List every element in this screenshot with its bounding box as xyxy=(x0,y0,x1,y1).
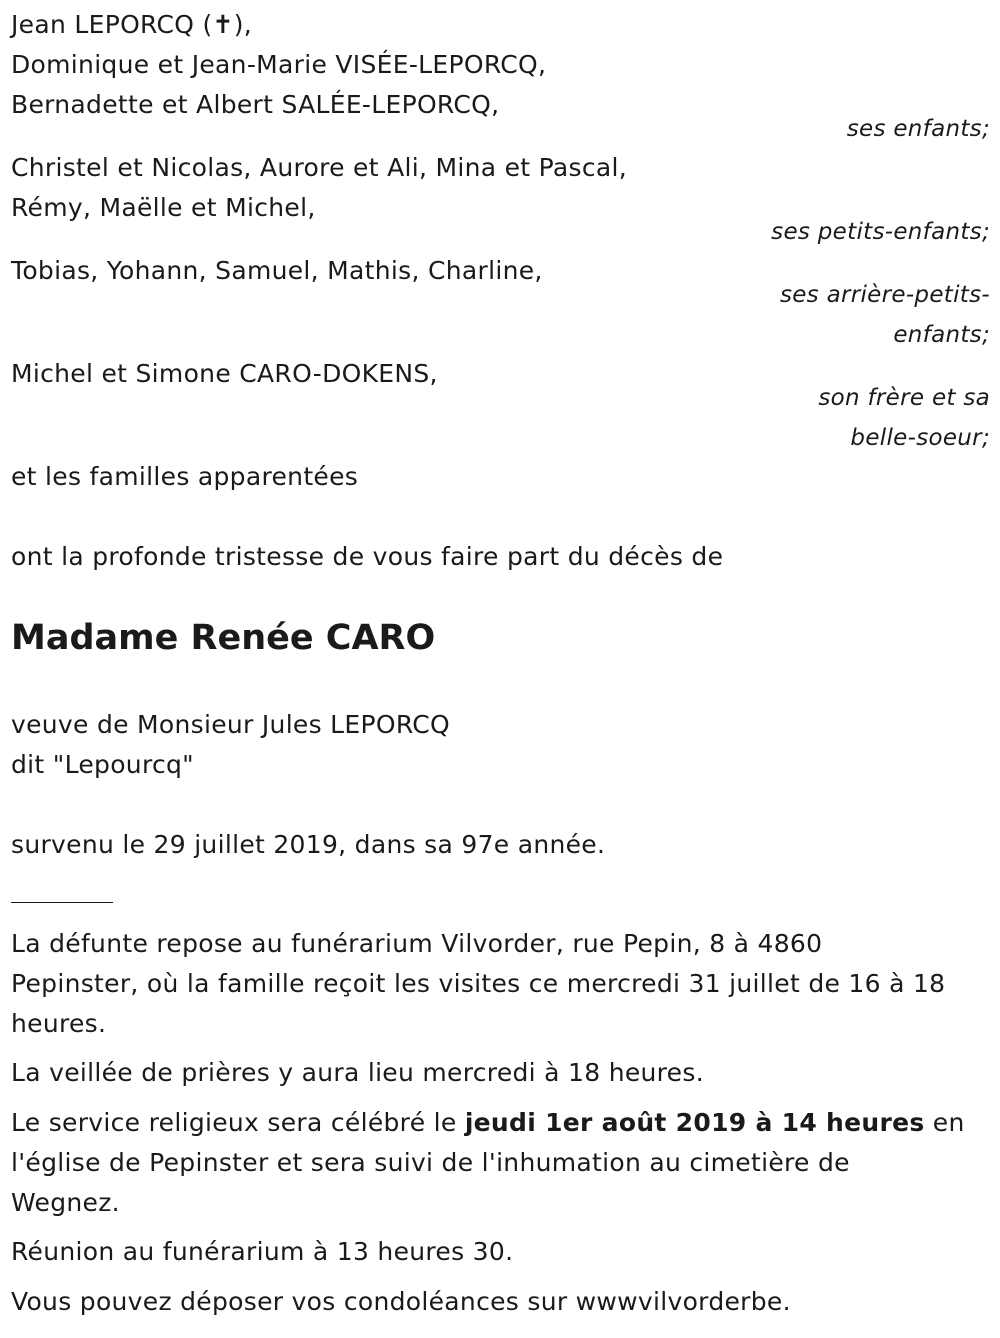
repose-line-3: heures. xyxy=(11,1009,107,1038)
sibling-line-1: Michel et Simone CARO-DOKENS, xyxy=(11,359,438,388)
service-line-3: Wegnez. xyxy=(11,1188,120,1217)
divider xyxy=(11,902,113,903)
great-grandchild-line-1: Tobias, Yohann, Samuel, Mathis, Charline, xyxy=(11,256,543,285)
service-suffix: en xyxy=(924,1108,965,1137)
widow-line-1: veuve de Monsieur Jules LEPORCQ xyxy=(11,710,451,739)
grandchildren-relation: ses petits-enfants; xyxy=(771,219,990,245)
siblings-relation-2: belle-soeur; xyxy=(850,425,990,451)
service-date: jeudi 1er août 2019 à 14 heures xyxy=(464,1108,925,1137)
grandchild-line-1: Christel et Nicolas, Aurore et Ali, Mina et Pascal, xyxy=(11,153,627,182)
grandchild-line-2: Rémy, Maëlle et Michel, xyxy=(11,193,316,222)
death-line: survenu le 29 juillet 2019, dans sa 97e année. xyxy=(11,830,606,859)
repose-line-2: Pepinster, où la famille reçoit les visites ce mercredi 31 juillet de 16 à 18 xyxy=(11,969,946,998)
condolences-line: Vous pouvez déposer vos condoléances sur wwwvilvorderbe. xyxy=(11,1287,791,1316)
great-grandchildren-relation-2: enfants; xyxy=(893,322,990,348)
meeting-line: Réunion au funérarium à 13 heures 30. xyxy=(11,1237,514,1266)
children-relation: ses enfants; xyxy=(846,116,990,142)
service-line-1 xyxy=(11,1103,965,1143)
vigil-line: La veillée de prières y aura lieu mercredi à 18 heures. xyxy=(11,1058,704,1087)
deceased-name: Madame Renée CARO xyxy=(11,618,436,658)
child-line-1: Jean LEPORCQ (✝), xyxy=(11,10,253,39)
repose-line-1: La défunte repose au funérarium Vilvorder, rue Pepin, 8 à 4860 xyxy=(11,929,823,958)
announcement-line: ont la profonde tristesse de vous faire part du décès de xyxy=(11,542,724,571)
widow-line-2: dit "Lepourcq" xyxy=(11,750,194,779)
great-grandchildren-relation-1: ses arrière-petits- xyxy=(779,282,990,308)
siblings-relation-1: son frère et sa xyxy=(818,385,990,411)
child-line-2: Dominique et Jean-Marie VISÉE-LEPORCQ, xyxy=(11,50,547,79)
families-line: et les familles apparentées xyxy=(11,462,359,491)
child-line-3: Bernadette et Albert SALÉE-LEPORCQ, xyxy=(11,90,500,119)
service-prefix: Le service religieux sera célébré le xyxy=(11,1108,465,1137)
service-line-2: l'église de Pepinster et sera suivi de l'inhumation au cimetière de xyxy=(11,1148,850,1177)
